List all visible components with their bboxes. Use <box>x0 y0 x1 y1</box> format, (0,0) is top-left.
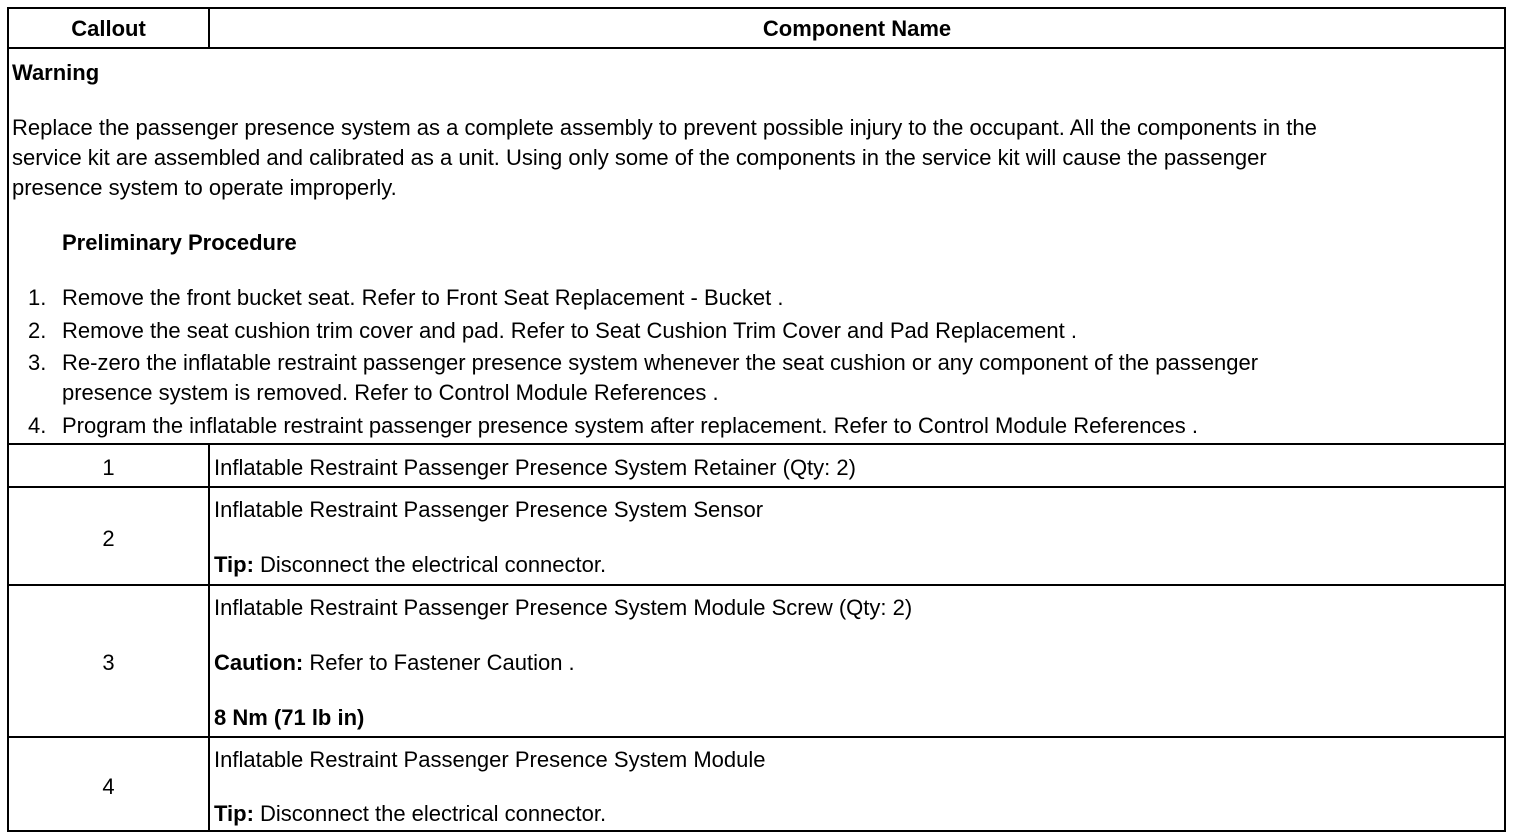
component-name: Inflatable Restraint Passenger Presence System Retainer (Qty: 2) <box>214 455 856 480</box>
column-divider <box>208 9 210 48</box>
tip-note <box>214 801 606 827</box>
tip-text: Disconnect the electrical connector. <box>253 552 607 577</box>
caution-text: Refer to Fastener Caution . <box>303 650 575 675</box>
warning-text-line: Replace the passenger presence system as a complete assembly to prevent possible injury to the occupant. All the components in the <box>12 115 1317 140</box>
component-name: Inflatable Restraint Passenger Presence System Module Screw (Qty: 2) <box>214 595 913 620</box>
column-divider <box>208 443 210 832</box>
callout-number: 1 <box>102 455 115 480</box>
warning-text-line: service kit are assembled and calibrated as a unit. Using only some of the components in the service kit will cause the passenger <box>12 145 1267 170</box>
step-text: Remove the seat cushion trim cover and pad. Refer to Seat Cushion Trim Cover and Pad Replacement . <box>62 318 1077 343</box>
caution-label: Caution: <box>214 650 304 675</box>
warning-title: Warning <box>12 60 100 85</box>
step-number: 3. <box>28 350 47 375</box>
divider <box>9 584 1504 586</box>
step-number: 4. <box>28 413 47 438</box>
step-number: 2. <box>28 318 47 343</box>
callout-header: Callout <box>71 16 146 41</box>
component-table <box>7 7 1506 832</box>
callout-number: 2 <box>102 526 115 551</box>
torque-spec: 8 Nm (71 lb in) <box>214 705 365 730</box>
tip-text: Disconnect the electrical connector. <box>253 801 607 826</box>
tip-label: Tip: <box>214 801 254 826</box>
step-text: Re-zero the inflatable restraint passenger presence system whenever the seat cushion or any component of the passenger <box>62 350 1259 375</box>
divider <box>9 47 1504 49</box>
step-text: Program the inflatable restraint passenger presence system after replacement. Refer to Control Module References . <box>62 413 1198 438</box>
callout-number: 4 <box>102 774 115 799</box>
callout-number: 3 <box>102 650 115 675</box>
tip-label: Tip: <box>214 552 254 577</box>
warning-text-line: presence system to operate improperly. <box>12 175 397 200</box>
divider <box>9 736 1504 738</box>
step-text: presence system is removed. Refer to Control Module References . <box>62 380 719 405</box>
divider <box>9 486 1504 488</box>
divider <box>9 443 1504 445</box>
component-name-header: Component Name <box>762 16 952 41</box>
component-name: Inflatable Restraint Passenger Presence System Module <box>214 747 766 772</box>
component-name: Inflatable Restraint Passenger Presence System Sensor <box>214 497 764 522</box>
procedure-title: Preliminary Procedure <box>62 230 297 255</box>
caution-note <box>214 650 575 676</box>
tip-note <box>214 552 606 578</box>
step-text: Remove the front bucket seat. Refer to Front Seat Replacement - Bucket . <box>62 285 784 310</box>
step-number: 1. <box>28 285 47 310</box>
